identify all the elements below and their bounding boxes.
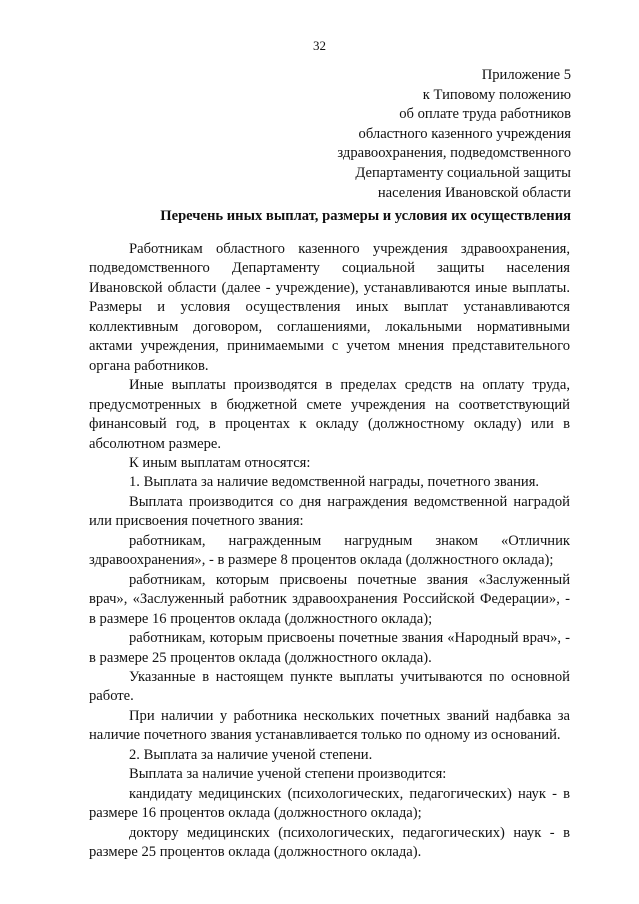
appendix-line: областного казенного учреждения bbox=[358, 125, 571, 142]
paragraph: К иным выплатам относятся: bbox=[129, 454, 311, 471]
paragraph: работникам, которым присвоены почетные звания «Заслуженный врач», «Заслуженный работник здравоохранения Российской Федерации», - в размере 16 процентов оклада (должностного оклада); bbox=[89, 571, 570, 627]
appendix-line: об оплате труда работников bbox=[399, 106, 571, 123]
paragraph: Работникам областного казенного учреждения здравоохранения, подведомственного Департаменту социальной защиты населения Ивановской области (далее - учреждение), устанавливаются иные выплаты. Размеры и условия осуществления иных выплат устанавливаются коллективным договором, соглашениями, локальными нормативными актами учреждения, принимаемыми с учетом мнения представительного органа работников. bbox=[89, 241, 570, 374]
paragraph: работникам, которым присвоены почетные звания «Народный врач», - в размере 25 процентов оклада (должностного оклада). bbox=[89, 630, 570, 666]
paragraph: Указанные в настоящем пункте выплаты учитываются по основной работе. bbox=[89, 668, 570, 705]
appendix-line: населения Ивановской области bbox=[377, 184, 571, 201]
appendix-line: здравоохранения, подведомственного bbox=[337, 145, 571, 162]
paragraph: Иные выплаты производятся в пределах средств на оплату труда, предусмотренных в бюджетной смете учреждения на соответствующий финансовый год, в процентах к окладу (должностному окладу) или в абсолютном размере. bbox=[89, 377, 570, 452]
paragraph: При наличии у работника нескольких почетных званий надбавка за наличие почетного звания устанавливается только по одному из оснований. bbox=[89, 707, 570, 744]
appendix-header bbox=[271, 66, 571, 203]
paragraph: работникам, награжденным нагрудным знаком «Отличник здравоохранения», - в размере 8 процентов оклада (должностного оклада); bbox=[89, 532, 570, 569]
document-body bbox=[89, 240, 570, 863]
appendix-line: Приложение 5 bbox=[481, 67, 571, 83]
page-number: 32 bbox=[313, 38, 326, 53]
document-title: Перечень иных выплат, размеры и условия их осуществления bbox=[160, 208, 571, 224]
paragraph: Выплата за наличие ученой степени производится: bbox=[129, 766, 447, 783]
appendix-line: к Типовому положению bbox=[422, 86, 571, 103]
paragraph: 1. Выплата за наличие ведомственной награды, почетного звания. bbox=[129, 474, 540, 491]
paragraph: 2. Выплата за наличие ученой степени. bbox=[129, 746, 373, 763]
appendix-line: Департаменту социальной защиты bbox=[355, 164, 571, 181]
paragraph: Выплата производится со дня награждения ведомственной наградой или присвоения почетного звания: bbox=[89, 493, 570, 530]
paragraph: кандидату медицинских (психологических, педагогических) наук - в размере 16 процентов оклада (должностного оклада); bbox=[89, 785, 570, 822]
paragraph: доктору медицинских (психологических, педагогических) наук - в размере 25 процентов оклада (должностного оклада). bbox=[89, 824, 570, 861]
